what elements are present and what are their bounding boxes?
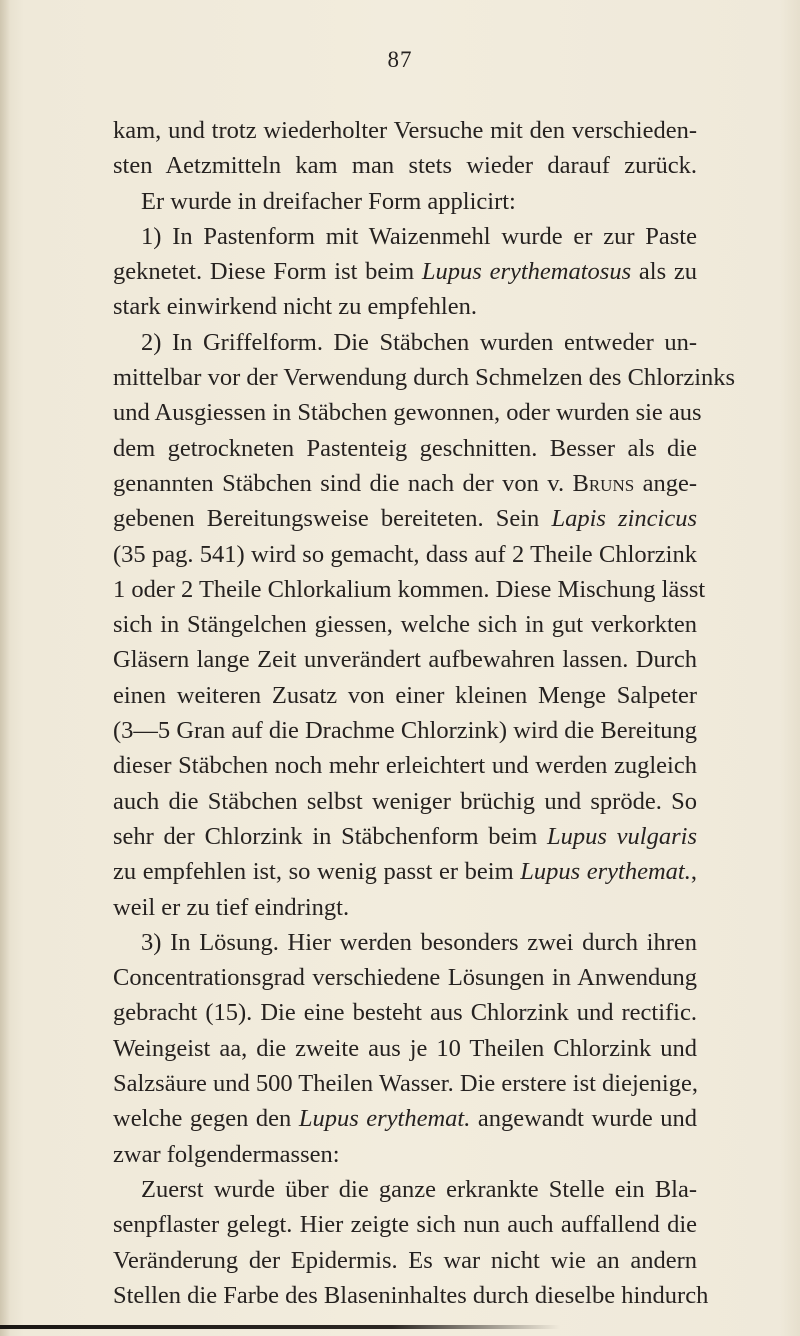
text-line: Stellen die Farbe des Blaseninhaltes durch dieselbe hindurch xyxy=(113,1281,709,1309)
text-line: (3—5 Gran auf die Drachme Chlorzink) wird die Bereitung xyxy=(113,717,697,745)
text-line: gebenen Bereitungsweise bereiteten. Sein Lapis zincicus xyxy=(113,505,697,533)
text-line: Concentrationsgrad verschiedene Lösungen in Anwendung xyxy=(113,964,697,992)
text-line: kam, und trotz wiederholter Versuche mit den verschieden- xyxy=(113,117,697,144)
text-line: Veränderung der Epidermis. Es war nicht wie an andern xyxy=(113,1246,697,1274)
text-line: sten Aetzmitteln kam man stets wieder darauf zurück. xyxy=(113,152,697,180)
text-line: 2) In Griffelform. Die Stäbchen wurden entweder un- xyxy=(141,328,697,356)
text-line: sehr der Chlorzink in Stäbchenform beim Lupus vulgaris xyxy=(113,822,697,850)
body-text xyxy=(113,113,736,1313)
text-line: senpflaster gelegt. Hier zeigte sich nun auch auffallend die xyxy=(113,1211,697,1239)
text-line: Er wurde in dreifacher Form applicirt: xyxy=(141,187,516,215)
text-line: 1) In Pastenform mit Waizenmehl wurde er zur Paste xyxy=(141,222,697,250)
text-line: 3) In Lösung. Hier werden besonders zwei durch ihren xyxy=(141,928,697,956)
text-line: sich in Stängelchen giessen, welche sich in gut verkorkten xyxy=(113,611,697,639)
text-line: Weingeist aa, die zweite aus je 10 Theilen Chlorzink und xyxy=(113,1034,697,1062)
page-number: 87 xyxy=(387,47,413,72)
text-line: (35 pag. 541) wird so gemacht, dass auf 2 Theile Chlorzink xyxy=(113,540,697,568)
text-line: und Ausgiessen in Stäbchen gewonnen, oder wurden sie aus xyxy=(113,399,702,427)
text-line: 1 oder 2 Theile Chlorkalium kommen. Diese Mischung lässt xyxy=(113,575,706,603)
text-line: dem getrockneten Pastenteig geschnitten. Besser als die xyxy=(113,434,697,462)
italic-term: Lapis zincicus xyxy=(551,505,697,533)
text-line: mittelbar vor der Verwendung durch Schmelzen des Chlorzinks xyxy=(113,364,736,392)
page-binding-shadow xyxy=(0,0,10,1336)
italic-term: Lupus erythemat. xyxy=(520,858,691,886)
text-line: geknetet. Diese Form ist beim Lupus erythematosus als zu xyxy=(113,258,697,286)
text-line: weil er zu tief eindringt. xyxy=(113,893,350,921)
bottom-edge-shadow xyxy=(0,1325,560,1329)
text-line: gebracht (15). Die eine besteht aus Chlorzink und rectific. xyxy=(113,999,697,1027)
text-line: dieser Stäbchen noch mehr erleichtert und werden zugleich xyxy=(113,752,697,780)
text-line: zwar folgendermassen: xyxy=(113,1140,340,1168)
italic-term: Lupus vulgaris xyxy=(547,822,697,850)
text-line: Gläsern lange Zeit unverändert aufbewahren lassen. Durch xyxy=(113,646,697,674)
text-line: Zuerst wurde über die ganze erkrankte Stelle ein Bla- xyxy=(141,1175,697,1203)
text-line: genannten Stäbchen sind die nach der von v. Bruns ange- xyxy=(113,469,697,497)
text-line: zu empfehlen ist, so wenig passt er beim Lupus erythemat., xyxy=(113,858,697,886)
text-line: stark einwirkend nicht zu empfehlen. xyxy=(113,293,477,321)
italic-term: Lupus erythemat. xyxy=(298,1105,471,1133)
text-line: auch die Stäbchen selbst weniger brüchig und spröde. So xyxy=(113,787,697,815)
author-name: Bruns xyxy=(572,469,635,497)
text-line: Salzsäure und 500 Theilen Wasser. Die erstere ist diejenige, xyxy=(113,1070,698,1098)
text-line: welche gegen den Lupus erythemat. angewandt wurde und xyxy=(113,1105,698,1133)
italic-term: Lupus erythematosus xyxy=(421,258,632,286)
text-line: einen weiteren Zusatz von einer kleinen Menge Salpeter xyxy=(113,681,697,709)
